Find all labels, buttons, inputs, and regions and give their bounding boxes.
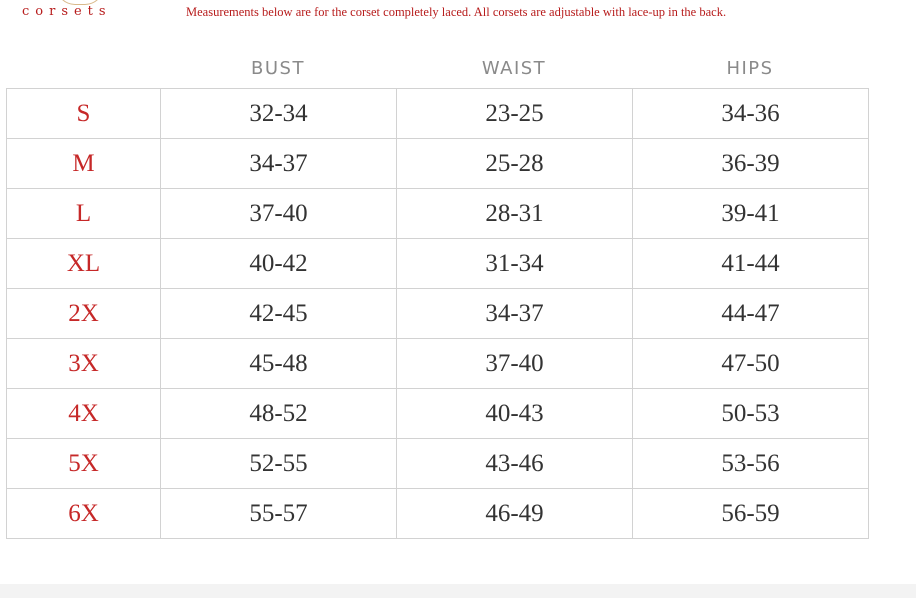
waist-value: 28-31: [397, 189, 633, 239]
hips-value: 34-36: [633, 89, 869, 139]
bust-value: 32-34: [161, 89, 397, 139]
table-row: [7, 289, 869, 339]
size-table: [6, 88, 869, 539]
size-label: 5X: [7, 439, 161, 489]
size-label: 4X: [7, 389, 161, 439]
hips-value: 56-59: [633, 489, 869, 539]
column-header-waist: WAIST: [481, 58, 547, 79]
hips-value: 39-41: [633, 189, 869, 239]
size-label: L: [7, 189, 161, 239]
bust-value: 40-42: [161, 239, 397, 289]
bust-value: 42-45: [161, 289, 397, 339]
size-label: M: [7, 139, 161, 189]
hips-value: 36-39: [633, 139, 869, 189]
bust-value: 37-40: [161, 189, 397, 239]
column-header-bust: BUST: [251, 58, 305, 79]
size-label: 3X: [7, 339, 161, 389]
table-row: [7, 439, 869, 489]
table-row: [7, 189, 869, 239]
size-label: S: [7, 89, 161, 139]
page-footer-band: [0, 584, 916, 598]
bust-value: 48-52: [161, 389, 397, 439]
hips-value: 50-53: [633, 389, 869, 439]
measurement-note: Measurements below are for the corset completely laced. All corsets are adjustable with lace-up in the back.: [186, 5, 727, 19]
hips-value: 44-47: [633, 289, 869, 339]
size-label: 2X: [7, 289, 161, 339]
waist-value: 23-25: [397, 89, 633, 139]
table-row: [7, 339, 869, 389]
waist-value: 43-46: [397, 439, 633, 489]
table-row: [7, 239, 869, 289]
hips-value: 53-56: [633, 439, 869, 489]
bust-value: 52-55: [161, 439, 397, 489]
waist-value: 46-49: [397, 489, 633, 539]
table-row: [7, 389, 869, 439]
hips-value: 47-50: [633, 339, 869, 389]
bust-value: 55-57: [161, 489, 397, 539]
size-label: 6X: [7, 489, 161, 539]
size-label: XL: [7, 239, 161, 289]
waist-value: 31-34: [397, 239, 633, 289]
waist-value: 25-28: [397, 139, 633, 189]
table-row: [7, 139, 869, 189]
table-row: [7, 89, 869, 139]
brand-logo-text: corsets: [22, 4, 112, 19]
waist-value: 40-43: [397, 389, 633, 439]
bust-value: 34-37: [161, 139, 397, 189]
bust-value: 45-48: [161, 339, 397, 389]
column-header-hips: HIPS: [726, 58, 774, 79]
hips-value: 41-44: [633, 239, 869, 289]
table-row: [7, 489, 869, 539]
waist-value: 34-37: [397, 289, 633, 339]
waist-value: 37-40: [397, 339, 633, 389]
